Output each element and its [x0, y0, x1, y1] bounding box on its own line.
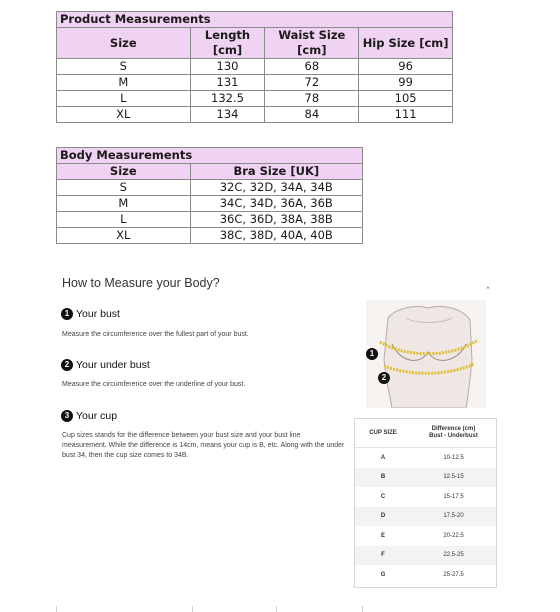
table-row [57, 180, 363, 196]
table-row [57, 59, 453, 75]
table-row [57, 228, 363, 244]
how-to-measure-title: How to Measure your Body? [62, 276, 220, 290]
cup-table-header [355, 419, 496, 448]
table-row: B 12.5-15 [355, 468, 496, 488]
step-number-badge: 3 [61, 410, 73, 422]
size-cell: L [57, 212, 191, 228]
header-waist: Waist Size [cm] [265, 28, 359, 59]
table-row [57, 91, 453, 107]
product-measurements-table [56, 11, 453, 123]
step-cup-description: Cup sizes stands for the difference between your bust size and your bust line measurement. While the difference is 14cm, means your cup is B, etc. Along with the under bust 34, then the cup size comes to 34B. [62, 432, 345, 459]
product-table-title: Product Measurements [57, 12, 453, 28]
header-size: Size [57, 28, 191, 59]
body-measurements-table [56, 147, 363, 244]
waist-cell: 72 [265, 75, 359, 91]
step-cup-title: 3 Your cup [61, 410, 117, 422]
table-row: A 10-12.5 [380, 454, 464, 461]
under-bust-marker-badge: 2 [378, 372, 390, 384]
table-row: G 25-27.5 [380, 571, 464, 578]
step-number-badge: 2 [61, 359, 73, 371]
bust-marker-badge: 1 [366, 348, 378, 360]
table-row [57, 107, 453, 123]
header-size: Size [57, 164, 191, 180]
size-cell: XL [57, 228, 191, 244]
body-table-title: Body Measurements [57, 148, 363, 164]
header-bra-size: Bra Size [UK] [190, 164, 362, 180]
header-hip: Hip Size [cm] [359, 28, 453, 59]
size-cell: M [57, 75, 191, 91]
length-cell: 131 [190, 75, 265, 91]
size-cell: S [57, 59, 191, 75]
waist-cell: 68 [265, 59, 359, 75]
size-cell: S [57, 180, 191, 196]
chevron-up-icon[interactable]: ‸ [486, 277, 490, 289]
bra-size-cell: 38C, 38D, 40A, 40B [190, 228, 362, 244]
step-number-badge: 1 [61, 308, 73, 320]
waist-cell: 78 [265, 91, 359, 107]
hip-cell: 111 [359, 107, 453, 123]
bust-measurement-illustration [366, 300, 486, 408]
bra-size-cell: 36C, 36D, 38A, 38B [190, 212, 362, 228]
length-cell: 130 [190, 59, 265, 75]
table-row: D 17.5-20 [355, 507, 496, 527]
step-bust-title: 1 Your bust [61, 308, 120, 320]
table-row [57, 196, 363, 212]
divider [192, 606, 193, 612]
size-cell: XL [57, 107, 191, 123]
length-cell: 134 [190, 107, 265, 123]
table-row [57, 75, 453, 91]
size-cell: M [57, 196, 191, 212]
step-bust-description: Measure the circumference over the fullest part of your bust. [62, 331, 249, 338]
cup-rows [355, 448, 496, 585]
cup-size-header: CUP SIZE [369, 430, 397, 436]
bra-size-cell: 34C, 34D, 36A, 36B [190, 196, 362, 212]
table-row: E 20-22.5 [380, 532, 464, 539]
cup-size-table [354, 418, 497, 588]
divider [276, 606, 277, 612]
hip-cell: 96 [359, 59, 453, 75]
size-cell: L [57, 91, 191, 107]
bra-size-cell: 32C, 32D, 34A, 34B [190, 180, 362, 196]
step-under-bust-title: 2 Your under bust [61, 359, 150, 371]
step-under-bust-description: Measure the circumference over the underline of your bust. [62, 381, 246, 388]
torso-illustration [366, 300, 486, 408]
table-row: C 15-17.5 [380, 493, 464, 500]
hip-cell: 105 [359, 91, 453, 107]
table-row: F 22.5-25 [355, 546, 496, 566]
waist-cell: 84 [265, 107, 359, 123]
divider [362, 606, 363, 612]
hip-cell: 99 [359, 75, 453, 91]
table-row [57, 212, 363, 228]
divider [56, 606, 57, 612]
length-cell: 132.5 [190, 91, 265, 107]
difference-header: Difference (cm) Bust - Underbust [429, 426, 478, 439]
header-length: Length [cm] [190, 28, 265, 59]
